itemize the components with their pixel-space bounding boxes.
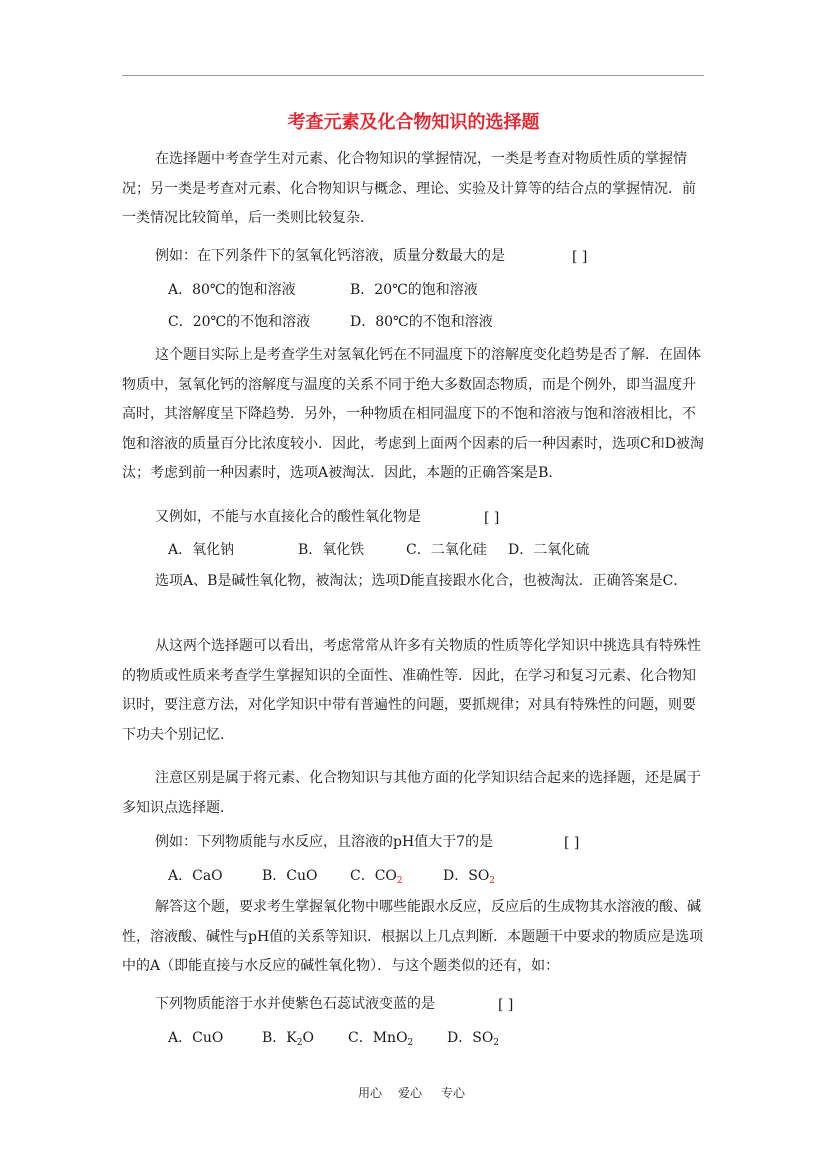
question-3-option-d: D．$SO_2$ bbox=[443, 868, 496, 886]
question-3-option-a: A．CaO bbox=[168, 868, 223, 884]
question-4-option-b: B．$K_2O$ bbox=[262, 1030, 314, 1048]
summary-1-paragraph: 从这两个选择题可以看出，考虑常常从许多有关物质的性质等化学知识中挑选具有特殊性的物质或性质来考查学生掌握知识的全面性、准确性等．因此，在学习和复习元素、化合物知识时，要注意方法，对化学知识中带有普遍性的问题，要抓规律；对具有特殊性的问题，则要下功夫个别记忆． bbox=[122, 638, 701, 743]
analysis-1-paragraph: 这个题目实际上是考查学生对氢氧化钙在不同温度下的溶解度变化趋势是否了解．在固体物质中，氢氧化钙的溶解度与温度的关系不同于绝大多数固态物质，而是个例外，即当温度升高时，其溶解度呈下降趋势．另外，一种物质在相同温度下的不饱和溶液与饱和溶液相比，不饱和溶液的质量百分比浓度较小．因此，考虑到上面两个因素的后一种因素时，选项C和D被淘汰；考虑到前一种因素时，选项A被淘汰．因此，本题的正确答案是B． bbox=[122, 347, 704, 481]
question-1-option-d: D．80℃的不饱和溶液 bbox=[350, 314, 493, 330]
question-2-option-a: A．氧化钠 bbox=[168, 542, 235, 558]
footer-text-3: 专心 bbox=[441, 1086, 466, 1100]
question-1-option-a: A．80℃的饱和溶液 bbox=[168, 282, 296, 298]
question-3-option-b: B．CuO bbox=[262, 868, 318, 884]
footer-text-1: 用心 bbox=[358, 1086, 383, 1100]
analysis-2-paragraph: 选项A、B是碱性氧化物，被淘汰；选项D能直接跟水化合，也被淘汰．正确答案是C． bbox=[155, 573, 688, 589]
question-3-stem: 例如：下列物质能与水反应，且溶液的pH值大于7的是 bbox=[155, 834, 494, 850]
footer-text-2: 爱心 bbox=[398, 1086, 423, 1100]
summary-2-paragraph: 注意区别是属于将元素、化合物知识与其他方面的化学知识结合起来的选择题，还是属于多知识点选择题． bbox=[122, 770, 701, 816]
question-1-option-c: C．20℃的不饱和溶液 bbox=[168, 314, 311, 330]
intro-paragraph: 在选择题中考查学生对元素、化合物知识的掌握情况，一类是考查对物质性质的掌握情况；另一类是考查对元素、化合物知识与概念、理论、实验及计算等的结合点的掌握情况．前一类情况比较简单，后一类则比较复杂． bbox=[122, 151, 696, 226]
question-2-option-b: B．氧化铁 bbox=[298, 542, 365, 558]
question-2-option-d: D．二氧化硫 bbox=[508, 542, 590, 558]
question-4-option-a: A．CuO bbox=[168, 1030, 224, 1046]
question-3-option-c: C．$CO_2$ bbox=[350, 868, 403, 886]
question-3-bracket: [ ] bbox=[564, 835, 580, 851]
question-4-bracket: [ ] bbox=[498, 997, 514, 1013]
question-2-bracket: [ ] bbox=[484, 510, 500, 526]
question-1-option-b: B．20℃的饱和溶液 bbox=[350, 282, 478, 298]
question-2-option-c: C．二氧化硅 bbox=[406, 542, 487, 558]
question-1-stem: 例如：在下列条件下的氢氧化钙溶液，质量分数最大的是 bbox=[155, 248, 505, 264]
question-2-stem: 又例如，不能与水直接化合的酸性氧化物是 bbox=[155, 509, 421, 525]
analysis-3-paragraph: 解答这个题，要求考生掌握氧化物中哪些能跟水反应，反应后的生成物其水溶液的酸、碱性，溶液酸、碱性与pH值的关系等知识．根据以上几点判断．本题题干中要求的物质应是选项中的A（即能直接与水反应的碱性氧化物）．与这个题类似的还有，如： bbox=[122, 899, 704, 974]
question-4-stem: 下列物质能溶于水并使紫色石蕊试液变蓝的是 bbox=[155, 996, 435, 1012]
question-4-option-d: D．$SO_2$ bbox=[447, 1030, 500, 1048]
page-title: 考查元素及化合物知识的选择题 bbox=[287, 112, 540, 133]
question-1-bracket: [ ] bbox=[572, 249, 588, 265]
header-rule bbox=[122, 75, 704, 76]
question-4-option-c: C．MnO$_2$ bbox=[348, 1030, 414, 1048]
